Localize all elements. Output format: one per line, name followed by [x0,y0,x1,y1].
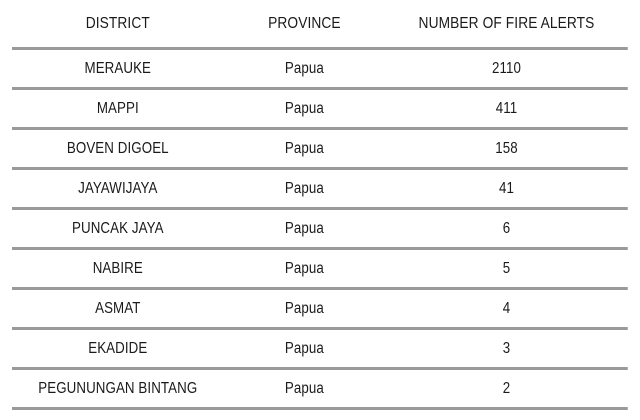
fire-alerts-cell: 411 [495,99,518,117]
province-cell: Papua [284,139,324,157]
column-header-fire-alerts: NUMBER OF FIRE ALERTS [418,14,595,32]
fire-alerts-cell: 2110 [491,59,521,77]
column-header-district: DISTRICT [85,14,150,32]
district-cell: PUNCAK JAYA [71,219,164,237]
province-cell: Papua [284,299,324,317]
fire-alerts-cell: 158 [495,139,518,157]
district-cell: BOVEN DIGOEL [66,139,169,157]
province-cell: Papua [284,339,324,357]
fire-alerts-cell: 6 [502,219,511,237]
table-row [12,50,628,90]
province-cell: Papua [284,179,324,197]
table-row [12,330,628,370]
district-cell: NABIRE [92,259,143,277]
fire-alerts-cell: 5 [502,259,511,277]
province-cell: Papua [284,379,324,397]
table-row [12,370,628,410]
district-cell: EKADIDE [88,339,148,357]
fire-alerts-cell: 4 [502,299,511,317]
province-cell: Papua [284,219,324,237]
district-cell: MERAUKE [84,59,152,77]
table-row [12,130,628,170]
province-cell: Papua [284,99,324,117]
fire-alerts-table [12,0,628,410]
district-cell: PEGUNUNGAN BINTANG [38,379,198,397]
fire-alerts-cell: 2 [502,379,511,397]
fire-alerts-cell: 41 [498,179,514,197]
table-row [12,90,628,130]
fire-alerts-cell: 3 [502,339,511,357]
table-row [12,250,628,290]
province-cell: Papua [284,59,324,77]
district-cell: JAYAWIJAYA [78,179,158,197]
table-header-row [12,0,628,50]
district-cell: MAPPI [96,99,139,117]
table-row [12,170,628,210]
table-row [12,290,628,330]
district-cell: ASMAT [95,299,141,317]
column-header-province: PROVINCE [268,14,341,32]
table-row [12,210,628,250]
province-cell: Papua [284,259,324,277]
